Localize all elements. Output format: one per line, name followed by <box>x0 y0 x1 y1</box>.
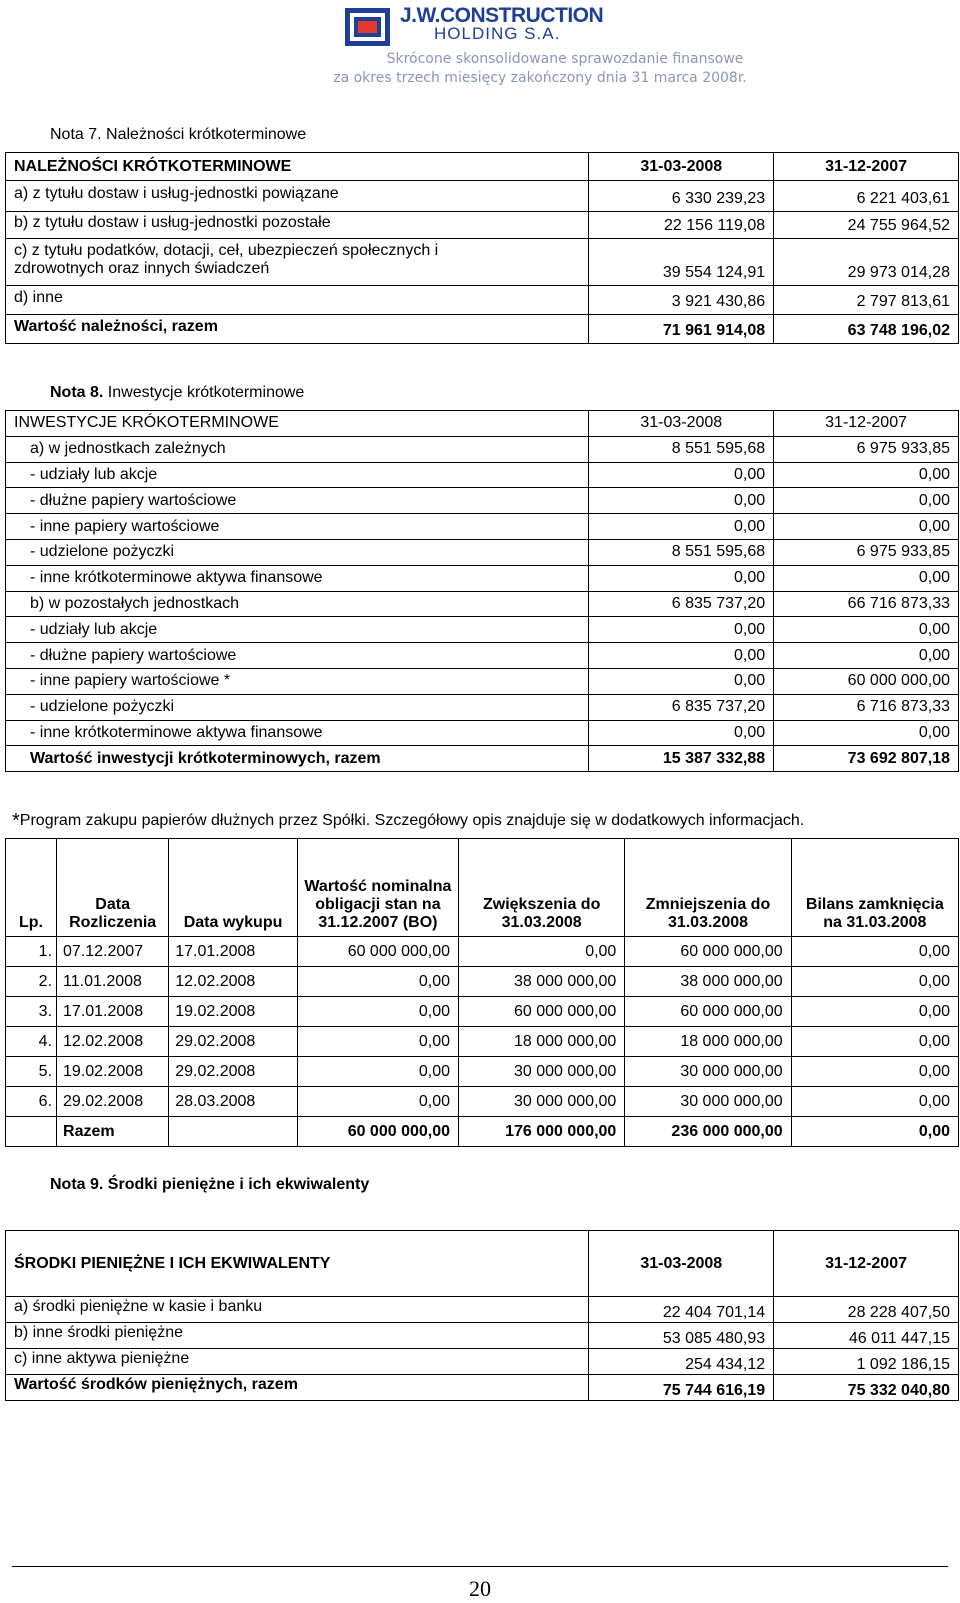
table-cell: 30 000 000,00 <box>459 1057 625 1087</box>
table-cell: 07.12.2007 <box>57 937 169 967</box>
row-value: 0,00 <box>774 488 959 514</box>
row-value: 8 551 595,68 <box>589 539 774 565</box>
report-period: za okres trzech miesięcy zakończony dnia 31 marca 2008r. <box>333 70 747 86</box>
total-value: 73 692 807,18 <box>774 746 959 772</box>
footnote-text: Program zakupu papierów dłużnych przez Spółki. Szczegółowy opis znajduje się w dodatkowych informacjach. <box>19 812 805 829</box>
table-cell: 6. <box>6 1087 57 1117</box>
table-cell: 12.02.2008 <box>57 1027 169 1057</box>
table-cell: 38 000 000,00 <box>625 967 791 997</box>
row-label: a) środki pieniężne w kasie i banku <box>6 1297 589 1323</box>
table-cell: 30 000 000,00 <box>459 1087 625 1117</box>
table-cell: 0,00 <box>791 997 958 1027</box>
row-value: 0,00 <box>774 720 959 746</box>
row-label: b) z tytułu dostaw i usług-jednostki pozostałe <box>6 212 589 239</box>
total-label: Razem <box>57 1117 169 1147</box>
column-header: Wartość nominalna obligacji stan na 31.12.2007 (BO) <box>297 839 458 937</box>
row-label: c) z tytułu podatków, dotacji, ceł, ubezpieczeń społecznych i zdrowotnych oraz innych świadczeń <box>6 239 589 286</box>
row-value: 254 434,12 <box>589 1349 774 1375</box>
total-value: 63 748 196,02 <box>774 315 959 344</box>
total-value: 71 961 914,08 <box>589 315 774 344</box>
report-title: Skrócone skonsolidowane sprawozdanie finansowe <box>386 51 744 67</box>
row-value: 2 797 813,61 <box>774 286 959 315</box>
total-label: Wartość środków pieniężnych, razem <box>6 1375 589 1401</box>
nota9-table <box>5 1230 959 1401</box>
table-cell: 29.02.2008 <box>169 1027 298 1057</box>
row-label: d) inne <box>6 286 589 315</box>
column-header: Bilans zamknięcia na 31.03.2008 <box>791 839 958 937</box>
table-row <box>6 1057 959 1087</box>
column-header: NALEŻNOŚCI KRÓTKOTERMINOWE <box>6 153 589 181</box>
row-value: 6 330 239,23 <box>589 181 774 212</box>
row-value: 66 716 873,33 <box>774 591 959 617</box>
table-total-row <box>6 315 959 344</box>
table-cell: 17.01.2008 <box>57 997 169 1027</box>
row-value: 0,00 <box>774 643 959 669</box>
table-row <box>6 937 959 967</box>
table-row <box>6 1087 959 1117</box>
table-cell: 38 000 000,00 <box>459 967 625 997</box>
table-cell: 60 000 000,00 <box>459 997 625 1027</box>
row-label: b) inne środki pieniężne <box>6 1323 589 1349</box>
nota7-table <box>5 152 959 344</box>
column-header: ŚRODKI PIENIĘŻNE I ICH EKWIWALENTY <box>6 1231 589 1297</box>
table-cell: 5. <box>6 1057 57 1087</box>
row-value: 39 554 124,91 <box>589 239 774 286</box>
table-row <box>6 643 959 669</box>
page-number: 20 <box>469 1576 491 1601</box>
row-label: b) w pozostałych jednostkach <box>6 591 589 617</box>
table-row <box>6 1027 959 1057</box>
table-row <box>6 239 959 286</box>
row-value: 0,00 <box>774 514 959 540</box>
column-header: Data wykupu <box>169 839 298 937</box>
row-value: 28 228 407,50 <box>774 1297 959 1323</box>
total-value: 60 000 000,00 <box>297 1117 458 1147</box>
column-header: 31-03-2008 <box>589 411 774 437</box>
nota8-title: Inwestycje krótkoterminowe <box>107 384 305 401</box>
table-cell: 60 000 000,00 <box>625 997 791 1027</box>
table-header-row <box>6 153 959 181</box>
table-row <box>6 286 959 315</box>
table-cell: 18 000 000,00 <box>625 1027 791 1057</box>
table-cell: 30 000 000,00 <box>625 1057 791 1087</box>
table-row <box>6 539 959 565</box>
table-row <box>6 1323 959 1349</box>
table-cell: 0,00 <box>791 937 958 967</box>
table-row <box>6 514 959 540</box>
table-total-row <box>6 1375 959 1401</box>
row-value: 24 755 964,52 <box>774 212 959 239</box>
column-header: 31-12-2007 <box>774 1231 959 1297</box>
total-cell <box>6 1117 57 1147</box>
total-cell <box>169 1117 298 1147</box>
table-header-row <box>6 1231 959 1297</box>
row-label: - inne papiery wartościowe * <box>6 668 589 694</box>
row-label: - udziały lub akcje <box>6 462 589 488</box>
table-cell: 19.02.2008 <box>57 1057 169 1087</box>
nota9-label: Nota 9. <box>50 1176 104 1193</box>
nota7-title: Należności krótkoterminowe <box>106 126 307 143</box>
table-cell: 0,00 <box>791 967 958 997</box>
table-cell: 29.02.2008 <box>57 1087 169 1117</box>
table-cell: 3. <box>6 997 57 1027</box>
row-label: - inne papiery wartościowe <box>6 514 589 540</box>
table-row <box>6 181 959 212</box>
table-total-row <box>6 1117 959 1147</box>
table-row <box>6 668 959 694</box>
column-header: 31-03-2008 <box>589 1231 774 1297</box>
row-label: - udzielone pożyczki <box>6 694 589 720</box>
nota8-label: Nota 8. <box>50 384 104 401</box>
total-value: 15 387 332,88 <box>589 746 774 772</box>
table-cell: 2. <box>6 967 57 997</box>
row-value: 0,00 <box>774 565 959 591</box>
table-cell: 0,00 <box>297 997 458 1027</box>
row-value: 0,00 <box>774 462 959 488</box>
table-row <box>6 1297 959 1323</box>
table-row <box>6 1349 959 1375</box>
column-header: INWESTYCJE KRÓKOTERMINOWE <box>6 411 589 437</box>
row-value: 0,00 <box>589 617 774 643</box>
debt-program-table <box>5 838 959 1147</box>
nota8-table <box>5 410 959 772</box>
table-cell: 18 000 000,00 <box>459 1027 625 1057</box>
table-row <box>6 591 959 617</box>
total-value: 236 000 000,00 <box>625 1117 791 1147</box>
table-cell: 29.02.2008 <box>169 1057 298 1087</box>
total-label: Wartość inwestycji krótkoterminowych, razem <box>6 746 589 772</box>
row-value: 0,00 <box>589 668 774 694</box>
column-header: 31-03-2008 <box>589 153 774 181</box>
row-value: 0,00 <box>589 643 774 669</box>
table-cell: 0,00 <box>297 1057 458 1087</box>
table-header-row <box>6 411 959 437</box>
table-cell: 11.01.2008 <box>57 967 169 997</box>
page-header <box>0 0 960 92</box>
row-value: 6 835 737,20 <box>589 694 774 720</box>
footnote-star: * <box>12 810 20 832</box>
row-label: - udzielone pożyczki <box>6 539 589 565</box>
table-cell: 30 000 000,00 <box>625 1087 791 1117</box>
total-value: 75 332 040,80 <box>774 1375 959 1401</box>
row-value: 60 000 000,00 <box>774 668 959 694</box>
footnote <box>12 810 804 833</box>
row-value: 0,00 <box>589 462 774 488</box>
table-cell: 28.03.2008 <box>169 1087 298 1117</box>
total-label: Wartość należności, razem <box>6 315 589 344</box>
row-label: - inne krótkoterminowe aktywa finansowe <box>6 720 589 746</box>
column-header: Zmniejszenia do 31.03.2008 <box>625 839 791 937</box>
row-value: 0,00 <box>589 514 774 540</box>
row-label: a) w jednostkach zależnych <box>6 436 589 462</box>
row-value: 6 221 403,61 <box>774 181 959 212</box>
nota9-heading <box>50 1176 369 1194</box>
table-row <box>6 617 959 643</box>
row-value: 8 551 595,68 <box>589 436 774 462</box>
table-row <box>6 436 959 462</box>
row-value: 6 835 737,20 <box>589 591 774 617</box>
company-name: J.W.CONSTRUCTION <box>400 4 604 27</box>
table-cell: 17.01.2008 <box>169 937 298 967</box>
table-cell: 60 000 000,00 <box>297 937 458 967</box>
nota7-label: Nota 7. <box>50 126 102 143</box>
column-header: 31-12-2007 <box>774 153 959 181</box>
row-value: 22 404 701,14 <box>589 1297 774 1323</box>
company-sub: HOLDING S.A. <box>434 24 561 43</box>
table-cell: 0,00 <box>791 1027 958 1057</box>
nota8-heading <box>50 384 304 402</box>
table-row <box>6 967 959 997</box>
row-label: - dłużne papiery wartościowe <box>6 643 589 669</box>
table-cell: 12.02.2008 <box>169 967 298 997</box>
table-row <box>6 694 959 720</box>
row-label: - udziały lub akcje <box>6 617 589 643</box>
table-cell: 19.02.2008 <box>169 997 298 1027</box>
row-label: a) z tytułu dostaw i usług-jednostki powiązane <box>6 181 589 212</box>
table-cell: 0,00 <box>297 1087 458 1117</box>
table-header-row <box>6 839 959 937</box>
row-value: 6 716 873,33 <box>774 694 959 720</box>
column-header: Lp. <box>6 839 57 937</box>
table-row <box>6 488 959 514</box>
total-value: 0,00 <box>791 1117 958 1147</box>
table-row <box>6 720 959 746</box>
row-value: 1 092 186,15 <box>774 1349 959 1375</box>
row-value: 0,00 <box>589 488 774 514</box>
column-header: Zwiększenia do 31.03.2008 <box>459 839 625 937</box>
table-row <box>6 997 959 1027</box>
row-label: - dłużne papiery wartościowe <box>6 488 589 514</box>
row-label: - inne krótkoterminowe aktywa finansowe <box>6 565 589 591</box>
column-header: Data Rozliczenia <box>57 839 169 937</box>
row-value: 0,00 <box>589 565 774 591</box>
table-cell: 0,00 <box>297 1027 458 1057</box>
table-cell: 1. <box>6 937 57 967</box>
row-value: 46 011 447,15 <box>774 1323 959 1349</box>
table-cell: 0,00 <box>459 937 625 967</box>
row-value: 0,00 <box>589 720 774 746</box>
table-cell: 0,00 <box>297 967 458 997</box>
table-cell: 0,00 <box>791 1057 958 1087</box>
row-value: 29 973 014,28 <box>774 239 959 286</box>
company-logo-icon <box>345 8 390 46</box>
row-value: 6 975 933,85 <box>774 436 959 462</box>
row-label: c) inne aktywa pieniężne <box>6 1349 589 1375</box>
row-value: 6 975 933,85 <box>774 539 959 565</box>
row-value: 0,00 <box>774 617 959 643</box>
nota7-heading <box>50 126 306 144</box>
table-cell: 4. <box>6 1027 57 1057</box>
nota9-title: Środki pieniężne i ich ekwiwalenty <box>107 1176 370 1193</box>
table-cell: 0,00 <box>791 1087 958 1117</box>
row-value: 53 085 480,93 <box>589 1323 774 1349</box>
row-value: 22 156 119,08 <box>589 212 774 239</box>
total-value: 75 744 616,19 <box>589 1375 774 1401</box>
total-value: 176 000 000,00 <box>459 1117 625 1147</box>
table-row <box>6 212 959 239</box>
table-row <box>6 462 959 488</box>
table-row <box>6 565 959 591</box>
column-header: 31-12-2007 <box>774 411 959 437</box>
table-total-row <box>6 746 959 772</box>
row-value: 3 921 430,86 <box>589 286 774 315</box>
table-cell: 60 000 000,00 <box>625 937 791 967</box>
footer-divider <box>12 1566 948 1567</box>
